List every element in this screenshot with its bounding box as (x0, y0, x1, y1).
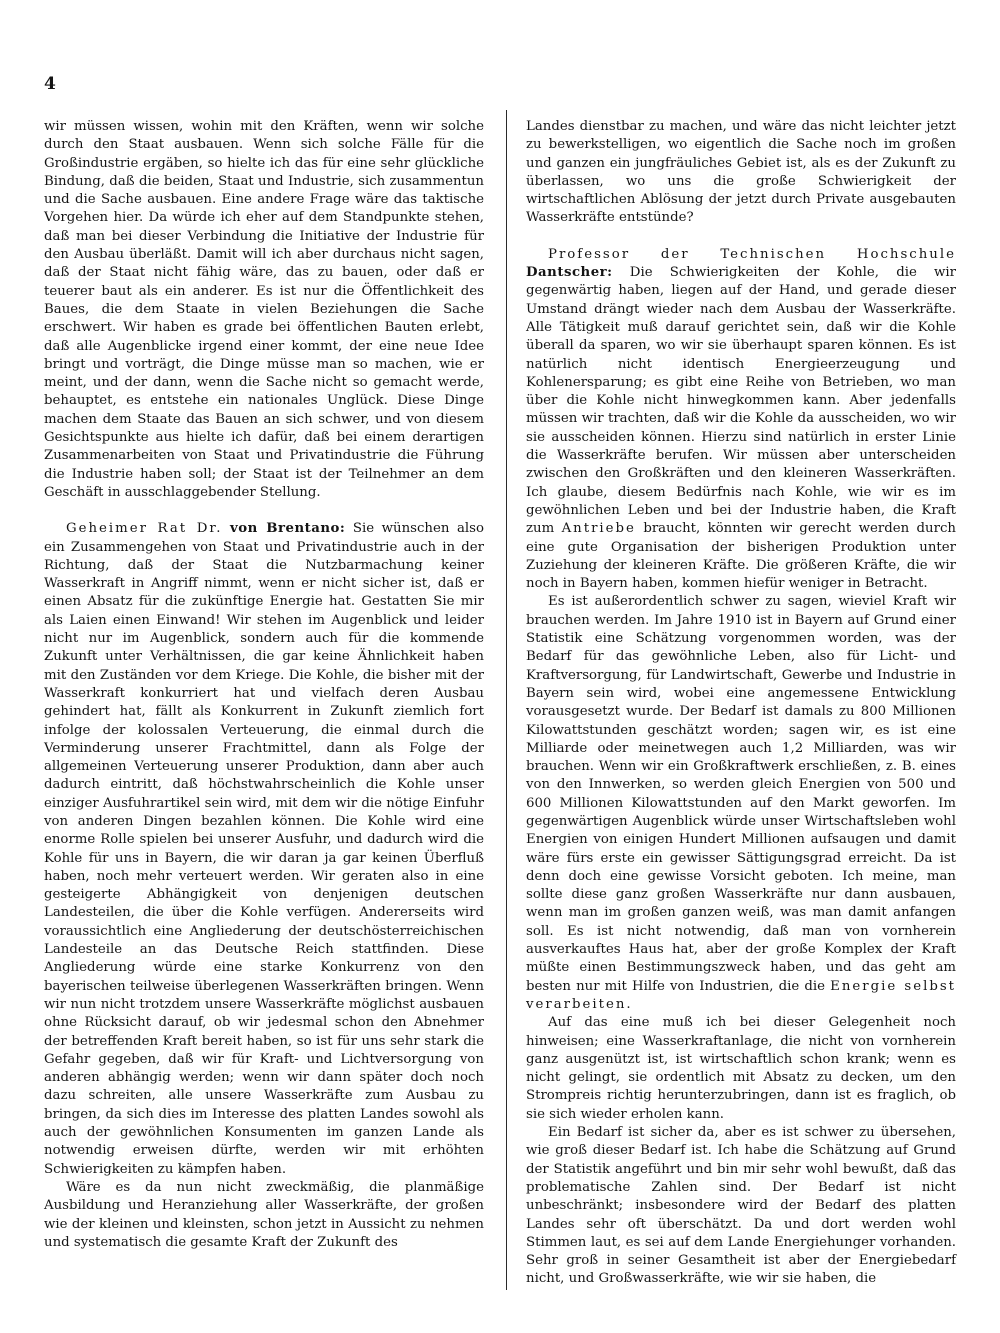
speech-text: Sie wünschen also ein Zusammengehen von Staat und Privatindustrie auch in der Richtung, daß der Staat die Nutzbarmachung keiner Wasserkraft in Angriff nimmt, wenn er nicht sicher ist, daß er einen Absatz für die zukünftige Energie hat. Gestatten Sie mir als Laien einen Einwand! Wir stehen im Augenblick und leider nicht nur im Augenblick, sondern auch für die kommende Zukunft unter Verhältnissen, die gar keine Ähnlichkeit haben mit den Zuständen vor dem Kriege. Die Kohle, die bisher mit der Wasserkraft konkurriert hat und vielfach deren Ausbau gehindert hat, fällt als Konkurrent in Zukunft ziemlich fort infolge der kolossalen Verteuerung, die einmal durch die Verminderung unserer Frachtmittel, dann als Folge der allgemeinen Verteuerung unserer Produktion, dann aber auch dadurch eintritt, daß höchstwahrscheinlich die Kohle unser einziger Ausfuhrartikel sein wird, mit dem wir die nötige Einfuhr von anderen Dingen bezahlen können. Die Kohle wird eine enorme Rolle spielen bei unserer Ausfuhr, und dadurch wird die Kohle für uns in Bayern, die wir daran ja gar keinen Überfluß haben, noch mehr verteuert werden. Wir geraten also in eine gesteigerte Abhängigkeit von denjenigen deutschen Landesteilen, die über die Kohle verfügen. Andererseits wird voraussichtlich eine Angliederung der deutschösterreichischen Landesteile an das Deutsche Reich stattfinden. Diese Angliederung würde eine starke Konkurrenz von den bayerischen teilweise überlegenen Wasserkräften bringen. Wenn wir nun nicht trotzdem unsere Wasserkräfte möglichst ausbauen ohne Rücksicht darauf, ob wir jedesmal schon den Abnehmer der betreffenden Kraft bereit haben, so ist für uns sehr stark die Gefahr gegeben, daß wir für Kraft- und Lichtversorgung von anderen abhängig werden; wenn wir dann später doch noch dazu schreiten, alle unsere Wasserkräfte zum Ausbau zu bringen, da sich dies im Interesse des platten Landes sowohl als auch der gewöhnlichen Konsumenten im ganzen Lande als notwendig erweisen dürfte, werden wir mit erhöhten Schwierigkeiten zu kämpfen haben. (44, 521, 484, 1177)
speaker-name: von Brentano: (230, 521, 346, 537)
column-divider (506, 110, 507, 1290)
paragraph: Ein Bedarf ist sicher da, aber es ist schwer zu übersehen, wie groß dieser Bedarf ist. Ich habe die Schätzung auf Grund der Statistik angeführt und bin mir sehr wohl bewußt, daß das problematische Zahlen sind. Der Bedarf ist nicht unbeschränkt; insbesondere wird der Bedarf des platten Landes sehr oft überschätzt. Da und dort werden wohl Stimmen laut, es sei auf dem Lande Energiehunger vorhanden. Sehr groß in seiner Gesamtheit ist aber der Energiebedarf nicht, und Großwasserkräfte, wie wir sie haben, die (526, 1125, 956, 1287)
speech-text: Die Schwierigkeiten der Kohle, die wir gegenwärtig haben, liegen auf der Hand, und gerade dieser Umstand drängt wieder nach dem Ausbau der Wasserkräfte. Alle Tätigkeit muß darauf gerichtet sein, daß wir die Kohle überall da sparen, wo wir sie überhaupt sparen können. Es ist natürlich nicht identisch Energieerzeugung und Kohlenersparung; es gibt eine Reihe von Betrieben, wo man über die Kohle nicht hinwegkommen kann. Aber jedenfalls müssen wir trachten, daß wir die Kohle da ausscheiden, wo wir sie ausscheiden können. Hierzu sind natürlich in erster Linie die Wasserkräfte berufen. Wir müssen aber unterscheiden zwischen den Großkräften und den kleineren Wasserkräften. Ich glaube, diesem Bedürfnis nach Kohle, wie wir es im gewöhnlichen Leben und bei der Industrie haben, die Kraft zum (526, 265, 956, 537)
paragraph (526, 593, 956, 1014)
right-column (526, 118, 956, 1289)
paragraph: Landes dienstbar zu machen, und wäre das nicht leichter jetzt zu bewerkstelligen, wo eigentlich die Sache noch im großen und ganzen ein jungfräuliches Gebiet ist, als es der Zukunft zu überlassen, wo uns die große Schwierigkeit der wirtschaftlichen Ablösung der jetzt durch Private ausgebauten Wasserkräfte entstünde? (526, 119, 956, 226)
paragraph: wir müssen wissen, wohin mit den Kräften, wenn wir solche durch den Staat ausbauen. Wenn sich solche Fälle für die Großindustrie ergäben, so hielte ich das für eine sehr glückliche Bindung, daß die beiden, Staat und Industrie, sich zusammentun und die Sache ausbauen. Eine andere Frage wäre das taktische Vorgehen hier. Da würde ich eher auf dem Standpunkte stehen, daß man bei dieser Verbindung die Initiative der Industrie für den Ausbau überläßt. Damit will ich aber durchaus nicht sagen, daß der Staat nicht fähig wäre, das zu bauen, oder daß er teuerer baut als ein anderer. Es ist nur die Öffentlichkeit des Baues, die dem Staate in vielen Beziehungen die Sache erschwert. Wir haben es grade bei öffentlichen Bauten erlebt, daß alle Augenblicke irgend einer kommt, der eine neue Idee bringt und vorträgt, die Dinge müsse man so machen, wie er meint, und der dann, wenn die Sache nicht so gemacht werde, behauptet, es entstehe ein nationales Unglück. Diese Dinge machen dem Staate das Bauen an sich schwer, und von diesem Gesichtspunkte aus hielte ich dafür, daß bei einem derartigen Zusammenarbeiten von Staat und Privatindustrie die Führung die Industrie haben soll; der Staat ist der Teilnehmer an dem Geschäft in ausschlaggebender Stellung. (44, 119, 484, 500)
speech-paragraph (44, 520, 484, 1179)
spaced-emphasis: Antriebe (561, 521, 636, 537)
speech-paragraph (526, 246, 956, 594)
paragraph: Auf das eine muß ich bei dieser Gelegenheit noch hinweisen; eine Wasserkraftanlage, die nicht von vornherein ganz ausgenützt ist, ist wirtschaftlich schon krank; wenn es nicht gelingt, sie ordentlich mit Absatz zu decken, um den Strompreis richtig herunterzubringen, dann ist es fraglich, ob sie sich wieder erholen kann. (526, 1015, 956, 1122)
speech-text: braucht, könnten wir gerecht werden durch eine gute Organisation der bisherigen Produktion unter Zuziehung der kleineren Kräfte. Die größeren Kräfte, die wir noch in Bayern haben, kommen hiefür weniger in Betracht. (526, 521, 956, 592)
page-number: 4 (44, 74, 56, 94)
spaced-emphasis: Energie selbst verarbeiten. (526, 978, 957, 1012)
speaker-title: Professor der Technischen Hochschule (548, 246, 956, 262)
paragraph-text: Es ist außerordentlich schwer zu sagen, wieviel Kraft wir brauchen werden. Im Jahre 1910 ist in Bayern auf Grund einer Statistik eine Schätzung vorgenommen worden, was der Bedarf für das gewöhnliche Leben, also für Licht- und Kraftversorgung, für Landwirtschaft, Gewerbe und Industrie in Bayern sein wird, wobei eine angemessene Entwicklung vorausgesetzt wurde. Der Bedarf ist damals zu 800 Millionen Kilowattstunden geschätzt worden; sagen wir, es ist eine Milliarde oder meinetwegen auch 1,2 Milliarden, was wir brauchen. Wenn wir ein Großkraftwerk erschließen, z. B. eines von den Innwerken, so werden gleich Energien von 500 und 600 Millionen Kilowattstunden auf den Markt geworfen. Im gegenwärtigen Augenblick würde unser Wirtschaftsleben wohl Energien von einigen Hundert Millionen aufsaugen und damit wäre fürs erste ein gewisser Sättigungsgrad erreicht. Da ist denn doch eine gewisse Vorsicht geboten. Ich meine, man sollte diese ganz großen Wasserkräfte nur dann ausbauen, wenn man im großen ganzen weiß, was man damit anfangen soll. Es ist nicht notwendig, daß man von vornherein ausverkauftes Haus hat, aber der große Komplex der Kraft müßte einen Bestimmungszweck haben, und das geht am besten nur mit Hilfe von Industrien, die die (526, 594, 956, 994)
paragraph: Wäre es da nun nicht zweckmäßig, die planmäßige Ausbildung und Heranziehung aller Wasserkräfte, der großen wie der kleinen und kleinsten, schon jetzt in Aussicht zu nehmen und systematisch die gesamte Kraft der Zukunft des (44, 1179, 484, 1250)
speaker-title: Geheimer Rat Dr. (66, 521, 223, 537)
left-column (44, 118, 484, 1252)
speaker-name: Dantscher: (526, 265, 613, 281)
